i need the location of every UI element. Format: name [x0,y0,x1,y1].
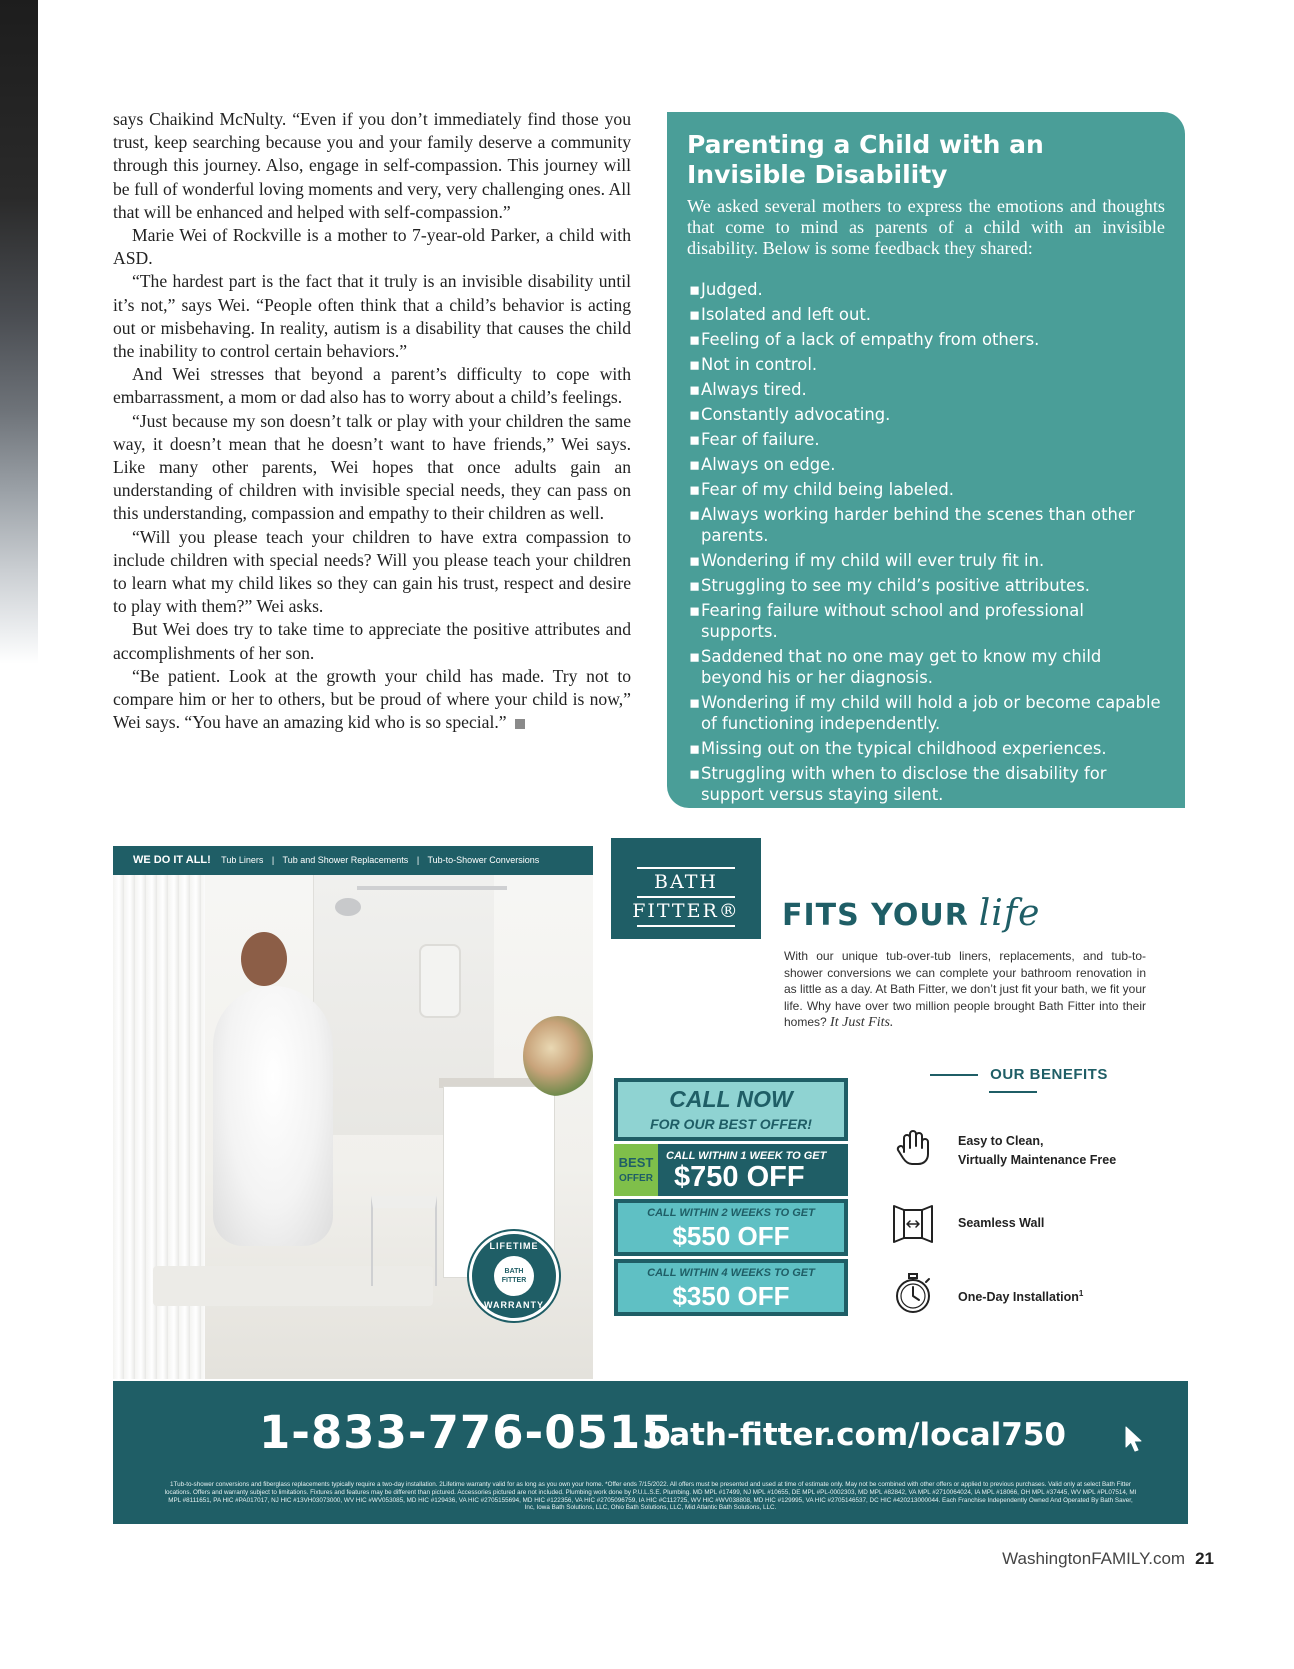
ad-body-text: With our unique tub-over-tub liners, replacements, and tub-to-shower conversions we can complete your bathroom renovation in as little as a day. At Bath Fitter, we don’t just fit your bath, we fit your life. Why have over two million people brought Bath Fitter into their homes? [784,949,1146,1029]
list-item: ▪ Isolated and left out. [687,304,1165,325]
benefit-line-2: Virtually Maintenance Free [958,1153,1117,1167]
logo-line-2: FITTER® [632,900,740,922]
phone-number[interactable]: 1-833-776-0515 [259,1406,674,1459]
logo-rule [637,896,735,898]
strip-headline: WE DO IT ALL! [133,854,211,866]
strip-service: Tub and Shower Replacements [282,855,409,865]
logo-line-1: BATH [654,871,718,893]
list-item: ▪ Saddened that no one may get to know my child beyond his or her diagnosis. [687,646,1165,688]
sidebar-box [667,112,1185,808]
headline-script: life [978,893,1041,934]
list-item: ▪ Fear of failure. [687,429,1165,450]
tier-amount: $750 OFF [674,1161,805,1193]
ad-headline [782,893,1040,934]
article-paragraph: And Wei stresses that beyond a parent’s difficulty to cope with embarrassment, a mom or dad also has to worry about a child’s feelings. [113,364,631,408]
lifetime-warranty-badge [469,1231,559,1321]
website-link[interactable]: bath-fitter.com/local750 [647,1417,1066,1453]
offer-panel [614,1078,848,1326]
sidebar-list [687,279,1165,805]
best-tag-line-2: OFFER [619,1173,653,1184]
woman-head [241,932,287,986]
woman-in-robe [213,986,333,1246]
list-item: ▪ Struggling with when to disclose the disability for support versus staying silent. [687,763,1165,805]
tier-label: CALL WITHIN 1 WEEK TO GET [666,1150,827,1162]
tier-amount: $550 OFF [672,1221,790,1251]
article-paragraph: But Wei does try to take time to appreciate the positive attributes and accomplishments of her son. [113,619,631,663]
list-item: ▪ Feeling of a lack of empathy from others. [687,329,1165,350]
article-body [113,108,631,734]
stopwatch-icon [890,1270,936,1316]
call-now-inner [618,1082,844,1137]
strip-separator: | [416,855,420,865]
bath-fitter-logo [611,838,761,939]
benefit-footnote: 1 [1078,1289,1084,1298]
list-item: ▪ Wondering if my child will hold a job or become capable of functioning independently. [687,692,1165,734]
article-paragraph: Marie Wei of Rockville is a mother to 7-year-old Parker, a child with ASD. [113,225,631,269]
offer-tier-2 [614,1199,848,1256]
seamless-wall-icon [890,1200,936,1246]
call-now-text: CALL NOW [669,1086,793,1112]
badge-top-text: LIFETIME [489,1241,539,1251]
sidebar-title: Parenting a Child with an Invisible Disability [687,130,1044,189]
list-item: ▪ Not in control. [687,354,1165,375]
ad-body-copy [784,948,1146,1032]
strip-service: Tub-to-Shower Conversions [427,855,540,865]
list-item: ▪ Constantly advocating. [687,404,1165,425]
best-offer-text: FOR OUR BEST OFFER! [650,1116,812,1132]
list-item: ▪ Fearing failure without school and professional supports. [687,600,1165,642]
sidebar-intro: We asked several mothers to express the emotions and thoughts that come to mind as parents of a child with an invisible disability. Below is some feedback they shared: [687,196,1165,258]
flower-vase [523,1016,593,1096]
call-now-box [614,1078,848,1141]
badge-bottom-text: WARRANTY [484,1300,544,1310]
article-paragraph: says Chaikind McNulty. “Even if you don’t immediately find those you trust, keep searching because you and your family deserve a community through this journey. Also, engage in self-compassion. This journey will be full of wonderful loving moments and very, very challenging ones. All that will be enhanced and helped with self-compassion.” [113,109,631,222]
showerhead-icon [335,898,361,916]
list-item: ▪ Struggling to see my child’s positive attributes. [687,575,1165,596]
best-tag-line-1: BEST [618,1155,654,1170]
list-item: ▪ Wondering if my child will ever truly fit in. [687,550,1165,571]
edge-photo-strip [0,0,38,790]
page-number: 21 [1195,1549,1214,1568]
stool [371,1196,437,1286]
benefits-title-text: OUR BENEFITS [990,1066,1108,1083]
logo-rule [637,925,735,927]
hand-wipe-icon [890,1122,936,1168]
benefit-line-1: Seamless Wall [958,1216,1045,1230]
headline-text: FITS YOUR [782,898,969,933]
list-item: ▪ Missing out on the typical childhood experiences. [687,738,1165,759]
page-footer [1002,1549,1214,1569]
corner-shelf [419,944,461,1018]
list-item: ▪ Always working harder behind the scenes than other parents. [687,504,1165,546]
strip-separator: | [271,855,275,865]
article-paragraph-last [113,665,631,735]
article-paragraph: “Will you please teach your children to have extra compassion to include children with special needs? Will you please teach your children to learn what my child likes so they can gain his trust, respect and desire to play with them?” Wei asks. [113,526,631,617]
benefit-line-1: Easy to Clean, [958,1134,1044,1148]
shower-arm [357,886,507,890]
fine-print: 1Tub-to-shower conversions and fiberglass replacements typically require a two-day installation. 2Lifetime warranty valid for as long as you own your home. *Offer ends 7/15/2022. All offers must be presented and used at time of estimate only. May not be combined with other offers or applied to previous purchases. Valid only at select Bath Fitter locations. Offers and warranty subject to limitations. Fixtures and features may be different than pictured. Accessories pictured are not included. Plumbing work done by P.U.L.S.E. Plumbing. MD MPL #17499, NJ MPL #10655, DE MPL #PL-0002303, MD MPL #82842, VA MPL #2710064024, IA MPL #18066, OH MPL #37445, WV MPL #PL07514, MI MPL #8111651, PA HIC #PA017017, NJ HIC #13VH03073000, WV HIC #WV053085, MD HIC #129436, VA HIC #2705155694, MD HIC #122356, VA HIC #2705096759, IA HIC #C112725, WV HIC #WV038808, MD HIC #129995, VA HIC #2705146537, DC HIC #420213000044. Each Franchise Independently Owned And Operated By Bath Saver, Inc, Iowa Bath Solutions, LLC, Ohio Bath Solutions, LLC, Mid Atlantic Bath Solutions, LLC. [164,1481,1137,1512]
services-strip [113,846,593,875]
ad-tagline: It Just Fits. [830,1015,894,1030]
offer-tier-3 [614,1259,848,1316]
article-paragraph: “Just because my son doesn’t talk or play with your children the same way, it doesn’t mean that he doesn’t want to have friends,” Wei says. Like many other parents, Wei hopes that once adults gain an understanding of children with invisible special needs, they can pass on this understanding, compassion and empathy to their children as well. [113,410,631,524]
article-paragraph: “The hardest part is the fact that it truly is an invisible disability until it’s not,” says Wei. “People often think that a child’s behavior is acting out or misbehaving. In reality, autism is a disability that causes the child the inability to control certain behaviors.” [113,271,631,362]
list-item: ▪ Always tired. [687,379,1165,400]
cursor-icon [1123,1425,1147,1453]
list-item: ▪ Always on edge. [687,454,1165,475]
tier-inner [618,1263,844,1312]
tier-amount: $350 OFF [672,1281,790,1311]
best-offer-tag [614,1144,658,1196]
benefit-line-1: One-Day Installation [958,1290,1079,1305]
badge-logo: BATH FITTER [494,1256,534,1296]
end-mark-icon [515,719,525,729]
strip-service: Tub Liners [221,855,264,865]
offer-tier-1 [614,1144,848,1196]
benefits-title [888,1066,1138,1100]
article-paragraph-text: “Be patient. Look at the growth your child has made. Try not to compare him or her to others, but be proud of where your child is now,” Wei says. “You have an amazing kid who is so special.” [113,665,631,733]
logo-rule [637,867,735,869]
tier-label: CALL WITHIN 4 WEEKS TO GET [647,1267,815,1279]
list-item: ▪ Judged. [687,279,1165,300]
list-item: ▪ Fear of my child being labeled. [687,479,1165,500]
cta-bar [113,1381,1188,1524]
footer-site: WashingtonFAMILY.com [1002,1549,1186,1568]
tier-inner [618,1203,844,1252]
tier-label: CALL WITHIN 2 WEEKS TO GET [647,1207,815,1219]
ad-bathroom-photo [113,846,593,1379]
